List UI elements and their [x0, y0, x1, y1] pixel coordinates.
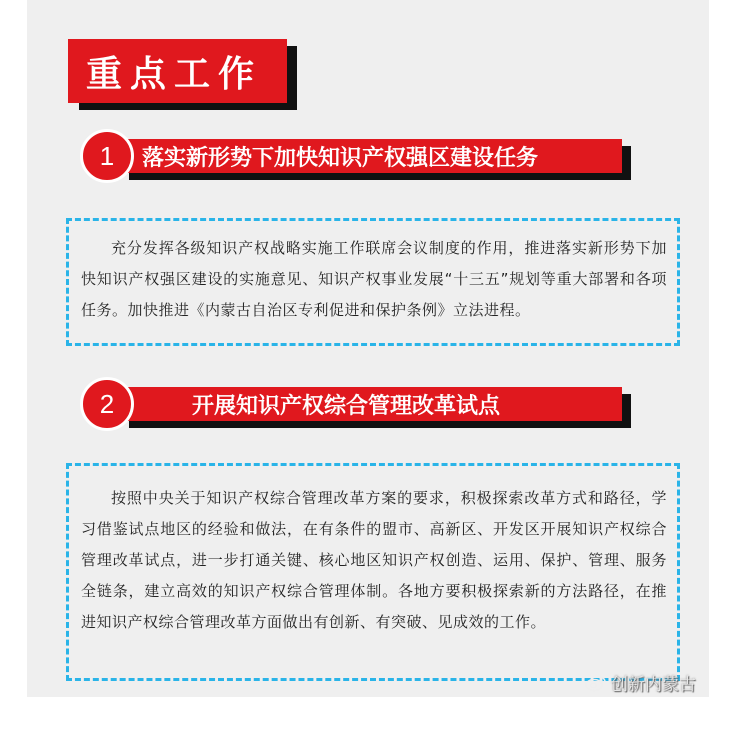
section-1-content-box — [66, 218, 680, 346]
watermark — [585, 670, 696, 695]
section-1-title: 落实新形势下加快知识产权强区建设任务 — [142, 145, 539, 171]
section-1-number: 1 — [80, 129, 134, 183]
weibo-icon — [585, 674, 607, 692]
section-2-body: 按照中央关于知识产权综合管理改革方案的要求，积极探索改革方式和路径，学习借鉴试点地区的经验和做法，在有条件的盟市、高新区、开发区开展知识产权综合管理改革试点，进一步打通关键、核心地区知识产权创造、运用、保护、管理、服务全链条，建立高效的知识产权综合管理体制。各地方要积极探索新的方法路径，在推进知识产权综合管理改革方面做出有创新、有突破、见成效的工作。 — [81, 489, 667, 631]
section-2-header — [112, 387, 622, 421]
section-2-number: 2 — [80, 377, 134, 431]
section-1-body: 充分发挥各级知识产权战略实施工作联席会议制度的作用，推进落实新形势下加快知识产权强区建设的实施意见、知识产权事业发展“十三五”规划等重大部署和各项任务。加快推进《内蒙古自治区专利促进和保护条例》立法进程。 — [81, 239, 667, 319]
banner-title: 重点工作 — [86, 53, 263, 95]
section-1-header — [112, 139, 622, 173]
main-banner — [68, 39, 287, 103]
watermark-text: 创新内蒙古 — [611, 675, 696, 695]
section-2-title: 开展知识产权综合管理改革试点 — [192, 393, 501, 419]
section-2-content-box — [66, 463, 680, 681]
